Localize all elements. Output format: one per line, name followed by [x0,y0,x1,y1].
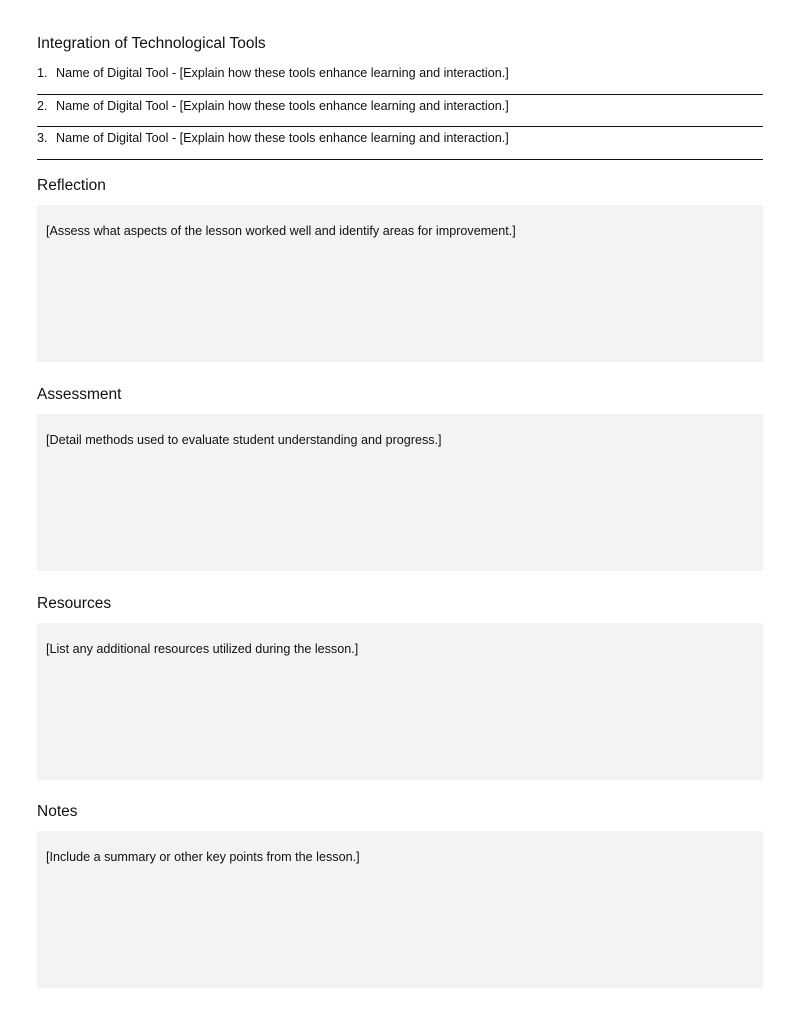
tool-item-number: 3. [37,131,48,145]
reflection-placeholder: [Assess what aspects of the lesson worked well and identify areas for improvement.] [46,224,516,238]
tool-item-text: Name of Digital Tool - [Explain how these tools enhance learning and interaction.] [56,131,509,145]
assessment-placeholder: [Detail methods used to evaluate student understanding and progress.] [46,433,442,447]
tool-item-text: Name of Digital Tool - [Explain how these tools enhance learning and interaction.] [56,98,509,113]
assessment-field[interactable] [37,414,763,571]
notes-heading: Notes [37,803,78,820]
notes-placeholder: [Include a summary or other key points from the lesson.] [46,850,360,864]
assessment-heading: Assessment [37,386,122,403]
resources-field[interactable] [37,623,763,780]
tool-item-text: Name of Digital Tool - [Explain how these tools enhance learning and interaction.] [56,66,509,80]
tool-list [37,62,763,160]
resources-heading: Resources [37,595,112,612]
tool-item-number: 2. [37,98,48,113]
reflection-heading: Reflection [37,177,106,194]
tool-list-item[interactable] [37,127,763,160]
notes-field[interactable] [37,831,763,988]
tool-list-item[interactable] [37,62,763,95]
reflection-field[interactable] [37,205,763,362]
tool-item-number: 1. [37,66,48,80]
integration-heading: Integration of Technological Tools [37,35,266,52]
resources-placeholder: [List any additional resources utilized during the lesson.] [46,642,359,656]
tool-list-item[interactable] [37,95,763,128]
